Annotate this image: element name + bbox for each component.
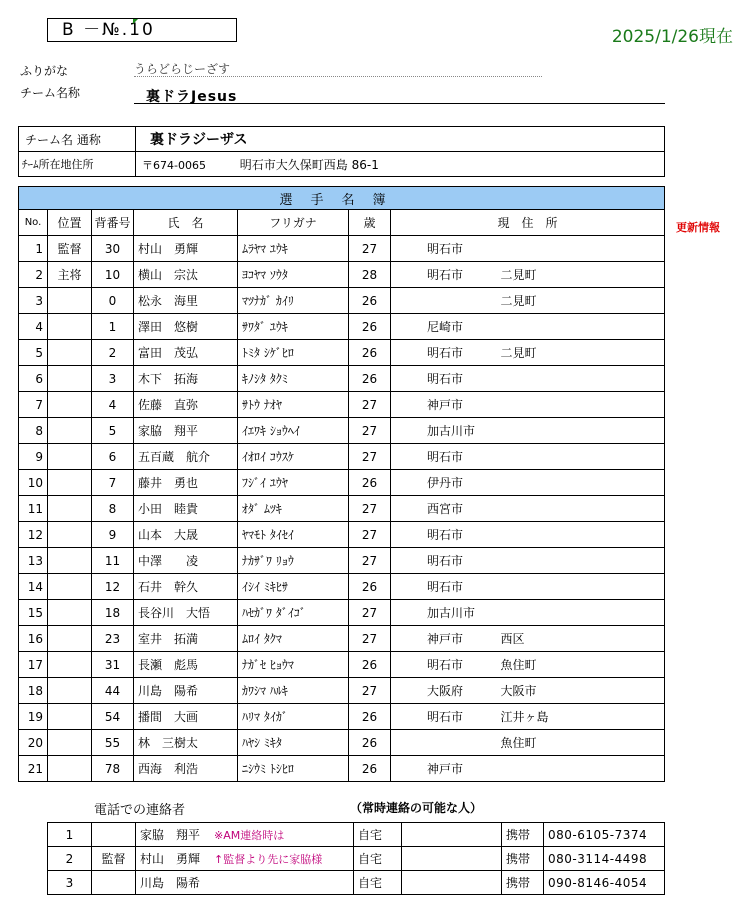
roster-no: 18 [19,678,48,704]
roster-name: 山本 大晟 [134,522,238,548]
roster-number: 44 [92,678,134,704]
roster-no: 12 [19,522,48,548]
roster-city: 伊丹市 [391,470,465,496]
roster-district: 二見町 [465,288,665,314]
roster-age: 27 [349,626,391,652]
contact-position [92,823,136,847]
roster-position [48,548,92,574]
roster-row [19,262,665,288]
roster-city: 神戸市 [391,626,465,652]
roster-age: 26 [349,288,391,314]
roster-name: 澤田 悠樹 [134,314,238,340]
common-name-row [19,127,665,152]
roster-city: 明石市 [391,366,465,392]
roster-number: 7 [92,470,134,496]
address-value: 明石市大久保町西島 86-1 [239,157,379,172]
roster-number: 54 [92,704,134,730]
address-row [19,152,665,177]
roster-age: 27 [349,548,391,574]
sheet-code-box [47,18,237,42]
as-of-date: 2025/1/26現在 [611,27,733,47]
roster-furigana: ﾊﾔｼ ﾐｷﾀ [238,730,349,756]
roster-position [48,678,92,704]
roster-city [391,288,465,314]
roster-city: 明石市 [391,704,465,730]
roster-number: 2 [92,340,134,366]
roster-age: 27 [349,678,391,704]
furigana-field [134,60,542,77]
roster-position [48,600,92,626]
roster-age: 28 [349,262,391,288]
contact-home-number [402,871,502,895]
roster-age: 27 [349,392,391,418]
roster-district: 大阪市 [465,678,665,704]
furigana-value: うらどらじーざす [134,62,231,76]
roster-no: 3 [19,288,48,314]
contact-home-number [402,847,502,871]
roster-row [19,496,665,522]
contact-name [136,823,354,847]
roster-name: 家脇 翔平 [134,418,238,444]
roster-furigana: ﾑﾛｲ ﾀｸﾏ [238,626,349,652]
roster-number: 3 [92,366,134,392]
roster-age: 26 [349,366,391,392]
roster-furigana: ﾖｺﾔﾏ ｿｳﾀ [238,262,349,288]
contact-home-label: 自宅 [354,847,402,871]
roster-position [48,444,92,470]
roster-row [19,574,665,600]
roster-row [19,236,665,262]
roster-furigana: ﾆｼｳﾐ ﾄｼﾋﾛ [238,756,349,782]
roster-number: 6 [92,444,134,470]
contact-person: 川島 陽希 [140,876,201,890]
roster-district: 二見町 [465,340,665,366]
roster-city: 明石市 [391,262,465,288]
roster-no: 8 [19,418,48,444]
contact-mobile: 080-6105-7374 [544,823,665,847]
roster-furigana: ﾅｶｻﾞﾜ ﾘｮｳ [238,548,349,574]
roster-name: 富田 茂弘 [134,340,238,366]
roster-age: 27 [349,496,391,522]
roster-number: 55 [92,730,134,756]
contact-name [136,871,354,895]
col-header-furigana: フリガナ [238,210,349,236]
roster-district: 魚住町 [465,652,665,678]
roster-district [465,496,665,522]
common-name-label: チーム名 通称 [19,127,136,152]
contacts-table [47,822,665,895]
roster-no: 16 [19,626,48,652]
roster-position [48,288,92,314]
contacts-note: （常時連絡の可能な人） [350,801,483,815]
team-name-field [134,86,665,104]
roster-furigana: ｲｵﾛｲ ｺｳｽｹ [238,444,349,470]
address-label: ﾁｰﾑ所在地住所 [19,152,136,177]
roster-city [391,730,465,756]
roster-city: 明石市 [391,522,465,548]
roster-position [48,626,92,652]
contact-row [48,871,665,895]
roster-number: 10 [92,262,134,288]
roster-number: 4 [92,392,134,418]
col-header-address: 現 住 所 [391,210,665,236]
col-header-no: No. [19,210,48,236]
roster-city: 明石市 [391,340,465,366]
contact-no: 2 [48,847,92,871]
contact-mobile: 090-8146-4054 [544,871,665,895]
roster-furigana: ｵﾀﾞ ﾑﾂｷ [238,496,349,522]
roster-title: 選手名簿 [19,187,665,210]
contact-remark: ↑監督より先に家脇様 [214,853,323,866]
roster-age: 26 [349,652,391,678]
roster-no: 4 [19,314,48,340]
contact-mobile-label: 携帯 [502,847,544,871]
roster-row [19,418,665,444]
roster-age: 26 [349,340,391,366]
roster-number: 12 [92,574,134,600]
roster-no: 19 [19,704,48,730]
roster-name: 長谷川 大悟 [134,600,238,626]
roster-age: 26 [349,730,391,756]
team-name-label: チーム名称 [20,86,81,100]
contact-person: 家脇 翔平 [140,828,201,842]
roster-district [465,392,665,418]
roster-position [48,496,92,522]
roster-position [48,340,92,366]
roster-position [48,392,92,418]
roster-furigana: ﾑﾗﾔﾏ ﾕｳｷ [238,236,349,262]
contact-remark: ※AM連絡時は [214,829,285,842]
roster-age: 27 [349,418,391,444]
roster-city: 明石市 [391,548,465,574]
team-name-value: 裏ドラJesus [146,89,238,105]
roster-district [465,756,665,782]
roster-age: 26 [349,470,391,496]
roster-number: 0 [92,288,134,314]
roster-row [19,626,665,652]
roster-city: 西宮市 [391,496,465,522]
roster-furigana: ｲｼｲ ﾐｷﾋｻ [238,574,349,600]
roster-row [19,704,665,730]
contact-mobile: 080-3114-4498 [544,847,665,871]
roster-position [48,652,92,678]
contact-home-number [402,823,502,847]
roster-district [465,236,665,262]
roster-city: 神戸市 [391,392,465,418]
furigana-label: ふりがな [20,64,69,78]
roster-age: 26 [349,314,391,340]
roster-district: 江井ヶ島 [465,704,665,730]
roster-name: 川島 陽希 [134,678,238,704]
roster-district [465,600,665,626]
contact-mobile-label: 携帯 [502,871,544,895]
roster-no: 13 [19,548,48,574]
roster-city: 明石市 [391,652,465,678]
roster-position [48,522,92,548]
roster-position: 監督 [48,236,92,262]
roster-number: 31 [92,652,134,678]
roster-row [19,730,665,756]
roster-district: 西区 [465,626,665,652]
roster-age: 27 [349,600,391,626]
roster-city: 大阪府 [391,678,465,704]
roster-row [19,314,665,340]
roster-position: 主将 [48,262,92,288]
roster-position [48,366,92,392]
col-header-age: 歳 [349,210,391,236]
roster-row [19,652,665,678]
roster-no: 11 [19,496,48,522]
col-header-number: 背番号 [92,210,134,236]
roster-name: 藤井 勇也 [134,470,238,496]
roster-row [19,756,665,782]
contact-row [48,847,665,871]
roster-district [465,574,665,600]
roster-name: 村山 勇輝 [134,236,238,262]
roster-no: 5 [19,340,48,366]
contact-home-label: 自宅 [354,823,402,847]
roster-row [19,548,665,574]
contact-no: 3 [48,871,92,895]
roster-title-row [19,187,665,210]
roster-header-row [19,210,665,236]
roster-district [465,444,665,470]
col-header-position: 位置 [48,210,92,236]
roster-position [48,470,92,496]
roster-district: 二見町 [465,262,665,288]
roster-number: 8 [92,496,134,522]
common-name-value: 裏ドラジーザス [136,127,665,152]
roster-no: 17 [19,652,48,678]
update-info-label: 更新情報 [676,221,720,234]
roster-name: 長瀬 彪馬 [134,652,238,678]
contact-no: 1 [48,823,92,847]
roster-no: 7 [19,392,48,418]
roster-number: 9 [92,522,134,548]
team-info-table [18,126,665,177]
postal-code: 〒674-0065 [142,158,206,172]
roster-position [48,418,92,444]
roster-row [19,444,665,470]
contact-mobile-label: 携帯 [502,823,544,847]
roster-no: 20 [19,730,48,756]
roster-number: 78 [92,756,134,782]
roster-age: 26 [349,704,391,730]
roster-furigana: ﾌｼﾞｲ ﾕｳﾔ [238,470,349,496]
roster-furigana: ｻﾄｳ ﾅｵﾔ [238,392,349,418]
roster-no: 21 [19,756,48,782]
roster-no: 6 [19,366,48,392]
contacts-title: 電話での連絡者 [94,803,186,818]
roster-number: 11 [92,548,134,574]
roster-number: 23 [92,626,134,652]
roster-no: 1 [19,236,48,262]
roster-row [19,366,665,392]
roster-furigana: ﾅｶﾞｾ ﾋｮｳﾏ [238,652,349,678]
address-cell [136,152,665,177]
roster-name: 小田 睦貴 [134,496,238,522]
roster-row [19,470,665,496]
roster-district [465,366,665,392]
roster-position [48,574,92,600]
roster-number: 1 [92,314,134,340]
roster-name: 中澤 凌 [134,548,238,574]
contact-home-label: 自宅 [354,871,402,895]
roster-furigana: ｶﾜｼﾏ ﾊﾙｷ [238,678,349,704]
roster-age: 26 [349,574,391,600]
roster-no: 10 [19,470,48,496]
roster-row [19,288,665,314]
cell-comment-marker [133,19,138,24]
roster-row [19,522,665,548]
roster-city: 加古川市 [391,600,465,626]
roster-district [465,470,665,496]
roster-position [48,314,92,340]
roster-name: 室井 拓満 [134,626,238,652]
roster-district [465,522,665,548]
roster-name: 石井 幹久 [134,574,238,600]
roster-furigana: ｷﾉｼﾀ ﾀｸﾐ [238,366,349,392]
contact-person: 村山 勇輝 [140,852,201,866]
roster-name: 林 三樹太 [134,730,238,756]
roster-number: 5 [92,418,134,444]
roster-age: 26 [349,756,391,782]
roster-no: 14 [19,574,48,600]
roster-position [48,730,92,756]
col-header-name: 氏 名 [134,210,238,236]
roster-position [48,756,92,782]
roster-district [465,314,665,340]
contact-row [48,823,665,847]
roster-name: 播間 大画 [134,704,238,730]
roster-table [18,186,665,782]
roster-name: 五百蔵 航介 [134,444,238,470]
roster-furigana: ｲｴﾜｷ ｼｮｳﾍｲ [238,418,349,444]
roster-city: 加古川市 [391,418,465,444]
roster-name: 松永 海里 [134,288,238,314]
roster-district [465,418,665,444]
roster-position [48,704,92,730]
roster-furigana: ﾊﾘﾏ ﾀｲｶﾞ [238,704,349,730]
roster-row [19,600,665,626]
roster-number: 18 [92,600,134,626]
roster-city: 尼崎市 [391,314,465,340]
roster-district [465,548,665,574]
roster-district: 魚住町 [465,730,665,756]
contact-position [92,871,136,895]
roster-furigana: ﾄﾐﾀ ｼｹﾞﾋﾛ [238,340,349,366]
roster-age: 27 [349,236,391,262]
contact-name [136,847,354,871]
roster-no: 15 [19,600,48,626]
roster-name: 横山 宗汰 [134,262,238,288]
roster-furigana: ｻﾜﾀﾞ ﾕｳｷ [238,314,349,340]
roster-furigana: ﾊｾｶﾞﾜ ﾀﾞｲｺﾞ [238,600,349,626]
roster-no: 2 [19,262,48,288]
roster-furigana: ﾏﾂﾅｶﾞ ｶｲﾘ [238,288,349,314]
roster-city: 神戸市 [391,756,465,782]
roster-city: 明石市 [391,236,465,262]
roster-row [19,678,665,704]
roster-row [19,340,665,366]
contact-position: 監督 [92,847,136,871]
roster-row [19,392,665,418]
roster-name: 木下 拓海 [134,366,238,392]
roster-number: 30 [92,236,134,262]
roster-name: 佐藤 直弥 [134,392,238,418]
roster-no: 9 [19,444,48,470]
roster-name: 西海 利浩 [134,756,238,782]
roster-city: 明石市 [391,574,465,600]
roster-furigana: ﾔﾏﾓﾄ ﾀｲｾｲ [238,522,349,548]
sheet-code: B －№.10 [62,20,155,40]
roster-age: 27 [349,522,391,548]
roster-age: 27 [349,444,391,470]
roster-city: 明石市 [391,444,465,470]
